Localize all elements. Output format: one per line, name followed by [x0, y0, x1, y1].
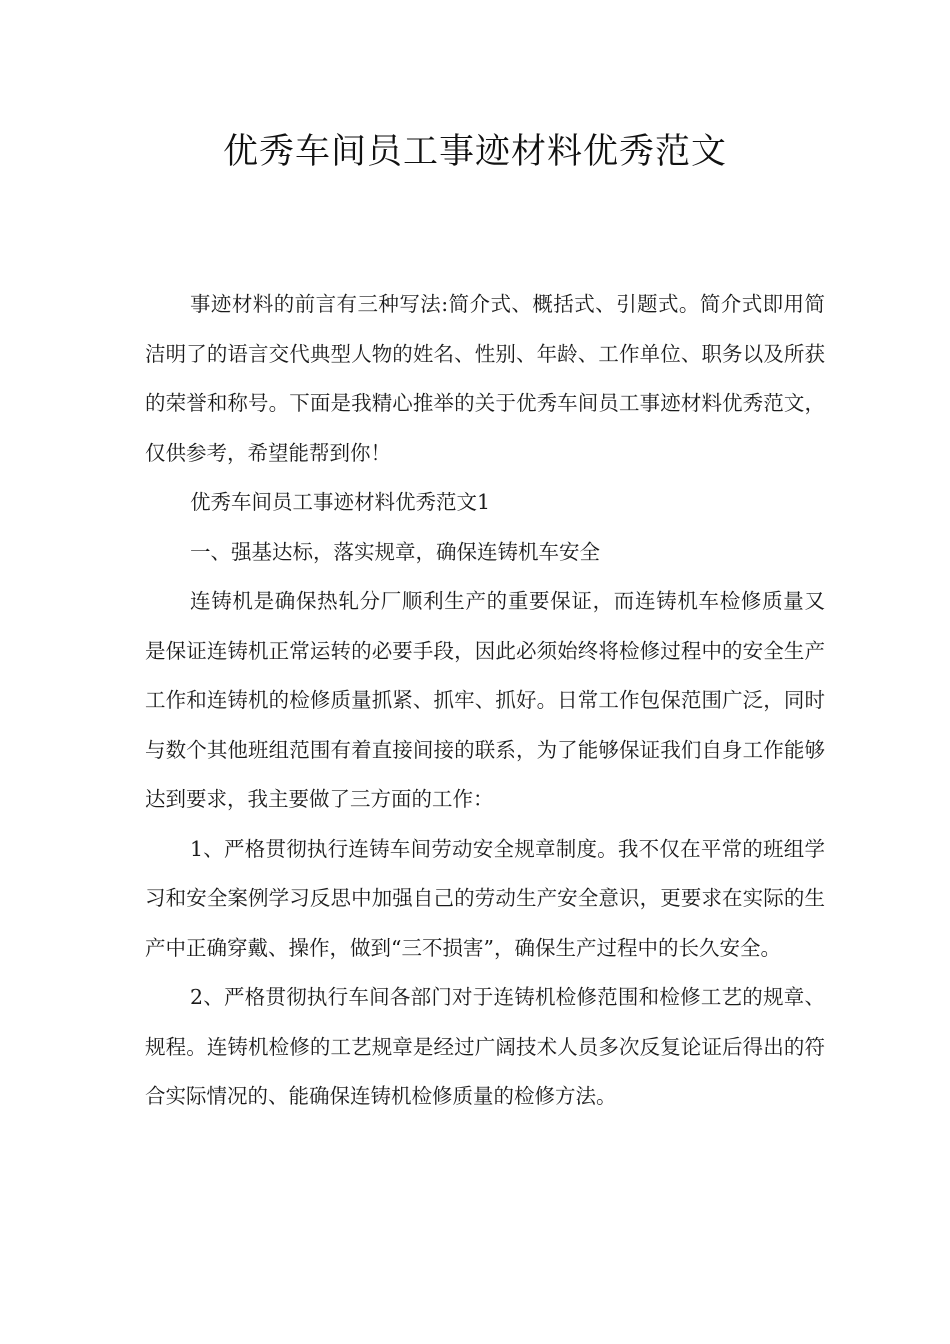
list-item-paragraph: 2、严格贯彻执行车间各部门对于连铸机检修范围和检修工艺的规章、规程。连铸机检修的工艺规章是经过广阔技术人员多次反复论证后得出的符合实际情况的、能确保连铸机检修质量的检修方法。	[145, 985, 825, 1108]
intro-paragraph: 事迹材料的前言有三种写法:简介式、概括式、引题式。简介式即用简洁明了的语言交代典型人物的姓名、性别、年龄、工作单位、职务以及所获的荣誉和称号。下面是我精心推举的关于优秀车间员工事迹材料优秀范文，仅供参考，希望能帮到你！	[145, 292, 825, 465]
body-paragraph: 连铸机是确保热轧分厂顺利生产的重要保证，而连铸机车检修质量又是保证连铸机正常运转的必要手段，因此必须始终将检修过程中的安全生产工作和连铸机的检修质量抓紧、抓牢、抓好。日常工作包保范围广泛，同时与数个其他班组范围有着直接间接的联系，为了能够保证我们自身工作能够达到要求，我主要做了三方面的工作：	[145, 589, 825, 811]
document-title: 优秀车间员工事迹材料优秀范文	[222, 132, 727, 172]
section-heading: 优秀车间员工事迹材料优秀范文1	[190, 490, 491, 514]
document-body	[145, 280, 825, 1122]
list-item-paragraph: 1、严格贯彻执行连铸车间劳动安全规章制度。我不仅在平常的班组学习和安全案例学习反思中加强自己的劳动生产安全意识，更要求在实际的生产中正确穿戴、操作，做到“三不损害”，确保生产过程中的长久安全。	[145, 836, 825, 960]
subsection-heading: 一、强基达标，落实规章，确保连铸机车安全	[190, 539, 600, 564]
